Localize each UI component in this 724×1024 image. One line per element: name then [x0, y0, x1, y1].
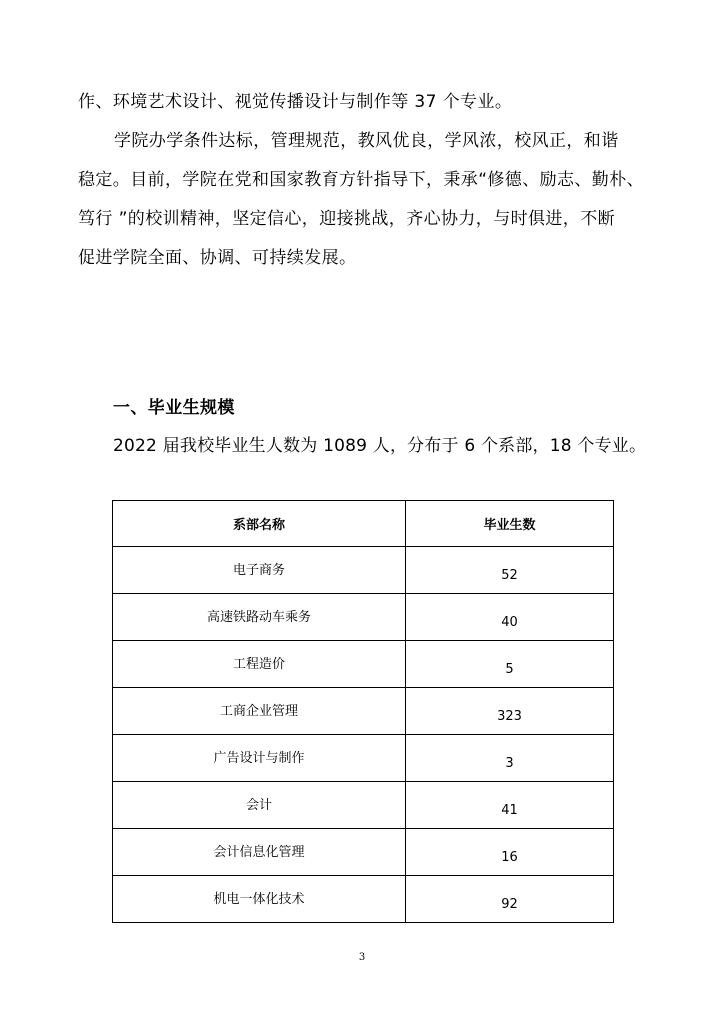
department-cell [113, 735, 406, 782]
count-cell [406, 735, 614, 782]
paragraph-line: 笃行 ”的校训精神，坚定信心，迎接挑战，齐心协力，与时俱进，不断 [78, 209, 616, 229]
department-cell [113, 641, 406, 688]
department-cell [113, 594, 406, 641]
graduate-table [112, 500, 614, 923]
department-name: 机电一体化技术 [213, 892, 305, 907]
graduate-count: 40 [501, 615, 518, 630]
table-row [113, 735, 614, 782]
paragraph-line: 学院办学条件达标，管理规范，教风优良，学风浓，校风正，和谐 [114, 131, 619, 151]
graduate-count: 92 [501, 897, 518, 912]
count-cell [406, 594, 614, 641]
count-cell [406, 782, 614, 829]
department-cell [113, 547, 406, 594]
department-name: 广告设计与制作 [213, 751, 305, 766]
graduate-summary: 2022 届我校毕业生人数为 1089 人，分布于 6 个系部，18 个专业。 [113, 436, 647, 456]
graduate-count: 52 [501, 568, 518, 583]
intro-tail-text: 作、环境艺术设计、视觉传播设计与制作等 37 个专业。 [78, 92, 513, 112]
graduate-count: 41 [501, 803, 518, 818]
table-row [113, 641, 614, 688]
table-row [113, 876, 614, 923]
department-name: 工商企业管理 [219, 704, 298, 719]
table-row [113, 782, 614, 829]
department-name: 高速铁路动车乘务 [206, 610, 311, 625]
department-name: 电子商务 [232, 563, 285, 578]
table-row [113, 547, 614, 594]
paragraph-line: 促进学院全面、协调、可持续发展。 [78, 248, 357, 268]
department-name: 会计信息化管理 [213, 845, 305, 860]
school-description-paragraph [78, 122, 668, 278]
department-cell [113, 876, 406, 923]
department-cell [113, 782, 406, 829]
department-name: 工程造价 [232, 657, 285, 672]
table-row [113, 594, 614, 641]
page-number: 3 [358, 952, 366, 963]
table-header-row [113, 501, 614, 547]
department-cell [113, 688, 406, 735]
graduate-count: 3 [505, 756, 514, 771]
count-cell [406, 829, 614, 876]
department-name: 会计 [245, 798, 272, 813]
department-cell [113, 829, 406, 876]
table-row [113, 688, 614, 735]
graduate-count: 5 [505, 662, 514, 677]
table-row [113, 829, 614, 876]
header-department: 系部名称 [113, 501, 406, 547]
graduate-count: 16 [501, 850, 518, 865]
section-heading: 一、毕业生规模 [113, 398, 235, 418]
count-cell [406, 547, 614, 594]
count-cell [406, 876, 614, 923]
count-cell [406, 641, 614, 688]
paragraph-line: 稳定。目前，学院在党和国家教育方针指导下，秉承“修德、励志、勤朴、 [78, 170, 645, 190]
count-cell [406, 688, 614, 735]
header-graduate-count: 毕业生数 [406, 501, 614, 547]
graduate-count: 323 [497, 709, 522, 724]
